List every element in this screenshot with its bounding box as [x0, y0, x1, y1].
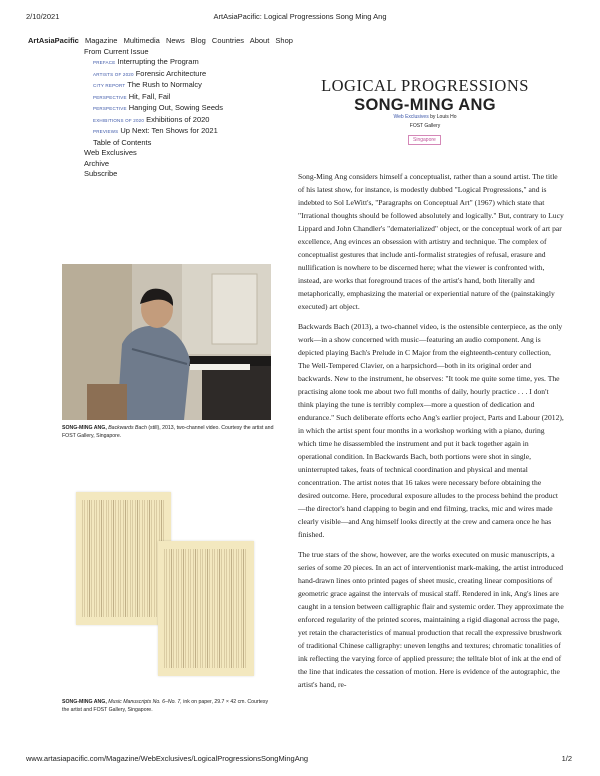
- article-title-line1: LOGICAL PROGRESSIONS: [321, 76, 529, 95]
- region-badge[interactable]: Singapore: [408, 135, 441, 145]
- print-document-title: ArtAsiaPacific: Logical Progressions Song Ming Ang: [213, 12, 387, 21]
- caption-details: (still), 2013, two-channel video. Courtesy the artist and FOST Gallery, Singapore.: [62, 425, 274, 439]
- issue-item-title[interactable]: Forensic Architecture: [135, 68, 207, 78]
- harpsichord-scene-image: [62, 264, 271, 420]
- caption-artist: SONG-MING ANG,: [62, 425, 107, 431]
- section-link[interactable]: Web Exclusives: [393, 114, 429, 120]
- nav-magazine[interactable]: Magazine: [84, 36, 118, 45]
- caption-artist: SONG-MING ANG,: [62, 699, 107, 705]
- issue-item[interactable]: [28, 126, 297, 138]
- issue-item-tag: PERSPECTIVE: [93, 106, 127, 111]
- issue-item-tag: ARTISTS OF 2020: [93, 71, 134, 77]
- issue-item[interactable]: [28, 69, 297, 81]
- issue-item[interactable]: [28, 80, 297, 92]
- caption-work: Music Manuscripts No. 6–No. 7,: [108, 699, 182, 705]
- artist-photo: [62, 264, 271, 420]
- nav-table-of-contents[interactable]: Table of Contents: [93, 137, 152, 147]
- nav-web-exclusives[interactable]: Web Exclusives: [84, 148, 137, 157]
- article-body: [298, 170, 564, 698]
- nav-archive[interactable]: Archive: [84, 158, 110, 168]
- print-date: 2/10/2021: [26, 12, 60, 21]
- nav-from-current-issue[interactable]: From Current Issue: [84, 46, 149, 56]
- byline-author-line: [270, 113, 580, 122]
- issue-item-title[interactable]: Interrupting the Program: [117, 57, 199, 66]
- nav-blog[interactable]: Blog: [190, 36, 206, 45]
- music-manuscript-image: [76, 492, 171, 625]
- article-paragraph: Backwards Bach (2013), a two-channel video, is the ostensible centerpiece, as the only work—in a show concerned with music—featuring an audio component. Ang is depicted playing Bach's Prelude in C Major from the eighteenth-century collection, The Well-Tempered Clavier, on a harpsichord—both in its original order and backwards. New to the instrument, he observes: "It took me quite some time, yes. The practising alone took me about two full months of daily, hourly practice . . . I don't think playing the tune is terribly complex—more a question of dedication and endurance." Such deliberate efforts echo Ang's earlier project, Parts and Labour (2012), in which the artist spent four months in a workshop working with a piano, during which time he disassembled the instrument and put it back together again in operational condition. In Backwards Bach, both portions were shot in single, uninterrupted takes, feats of technical coordination and physical and mental concentration. The artist notes that 16 takes were necessary before obtaining the desired outcome. Here, procedural exposure alludes to the process behind the product—the director's hand clapping to begin and end filming, tracks, mic and wires made clearly visible—and Ang himself looks directly at the crew and camera once he has finished.: [298, 322, 564, 539]
- issue-item-tag: PERSPECTIVE: [93, 94, 127, 100]
- issue-item[interactable]: [28, 103, 297, 115]
- issue-item-tag: PREVIEWS: [93, 129, 119, 134]
- site-navigation: [28, 36, 297, 180]
- issue-item-title[interactable]: Hit, Fall, Fail: [128, 91, 171, 101]
- author: by Louis Ho: [430, 114, 457, 120]
- article-paragraph: Song-Ming Ang considers himself a conceptualist, rather than a sound artist. The title of his latest show, for instance, is modestly dubbed "Logical Progressions," and is indebted to Sol LeWitt's, "Paragraphs on Conceptual Art" (1967) which state that "Irrational thoughts should be followed absolutely and logically." But, contrary to Lucy Lippard and John Chandler's "dematerialized" object, or the conceptual work of art par excellence, Ang evinces an obsession with artistry and technique. The complex of conceptualist gestures that include anti-formalist strategies of refusal, erasure and nullification is nowhere to be discerned here; what the viewer is confronted with, instead, are works that foreground traces of the artist's hand, both literally and metaphorically, emphasizing the material or experiential nature of the (painstakingly executed) art object.: [298, 172, 564, 311]
- print-url: www.artasiapacific.com/Magazine/WebExclusives/LogicalProgressionsSongMingAng: [26, 754, 309, 763]
- figure-caption: [62, 699, 274, 714]
- caption-work: Backwards Bach: [108, 425, 147, 431]
- issue-item-tag: PREFACE: [93, 60, 116, 65]
- issue-item-tag: EXHIBITIONS OF 2020: [93, 117, 145, 123]
- nav-about[interactable]: About: [249, 36, 270, 45]
- nav-multimedia[interactable]: Multimedia: [123, 36, 160, 45]
- nav-shop[interactable]: Shop: [275, 36, 293, 45]
- music-manuscript-image: [158, 541, 254, 676]
- nav-countries[interactable]: Countries: [211, 36, 245, 45]
- top-nav-bar: [28, 36, 297, 47]
- issue-item-title[interactable]: Up Next: Ten Shows for 2021: [120, 126, 218, 135]
- nav-subscribe[interactable]: Subscribe: [84, 169, 118, 178]
- issue-item-title[interactable]: Hanging Out, Sowing Seeds: [128, 103, 223, 112]
- page-number: 1/2: [561, 754, 572, 763]
- caption-details: ink on paper, 29.7 × 42 cm. Courtesy the artist and FOST Gallery, Singapore.: [62, 699, 269, 713]
- issue-item-title[interactable]: The Rush to Normalcy: [127, 80, 202, 89]
- article-paragraph: The true stars of the show, however, are the works executed on music manuscripts, a series of some 20 pieces. In an act of interventionist mark-making, the artist introduced hand-drawn lines onto printed pages of sheet music, creating linear compositions of geometric grace against the intervals of musical staff. Rendered in ink, Ang's lines are caught in a tension between calligraphic flair and systemic order. They approximate the enforced regularity of the printed scores, maintaining a rigid diagonal across the page, yet retain the characteristics of manual production that recall the expressive brushwork of traditional Chinese calligraphy: uneven lengths and textures; chromatic tonalities of ink reflecting the varying force of applied pressure; the telltale blot of ink at the end of the line that indicates the cessation of motion. Here is evidence of the autographic, the artist's hand, re-: [298, 550, 564, 689]
- brand-link[interactable]: ArtAsiaPacific: [28, 36, 79, 45]
- venue: FOST Gallery: [409, 123, 441, 129]
- article-title: [270, 76, 580, 115]
- article-title-line2: SONG-MING ANG: [354, 96, 496, 114]
- byline: [270, 113, 580, 131]
- issue-item[interactable]: [28, 57, 297, 69]
- issue-item[interactable]: [28, 92, 297, 104]
- issue-item[interactable]: [28, 115, 297, 127]
- issue-item-title[interactable]: Exhibitions of 2020: [146, 114, 210, 124]
- issue-item-tag: CITY REPORT: [93, 83, 126, 88]
- nav-news[interactable]: News: [165, 36, 185, 45]
- figure-caption: [62, 425, 274, 440]
